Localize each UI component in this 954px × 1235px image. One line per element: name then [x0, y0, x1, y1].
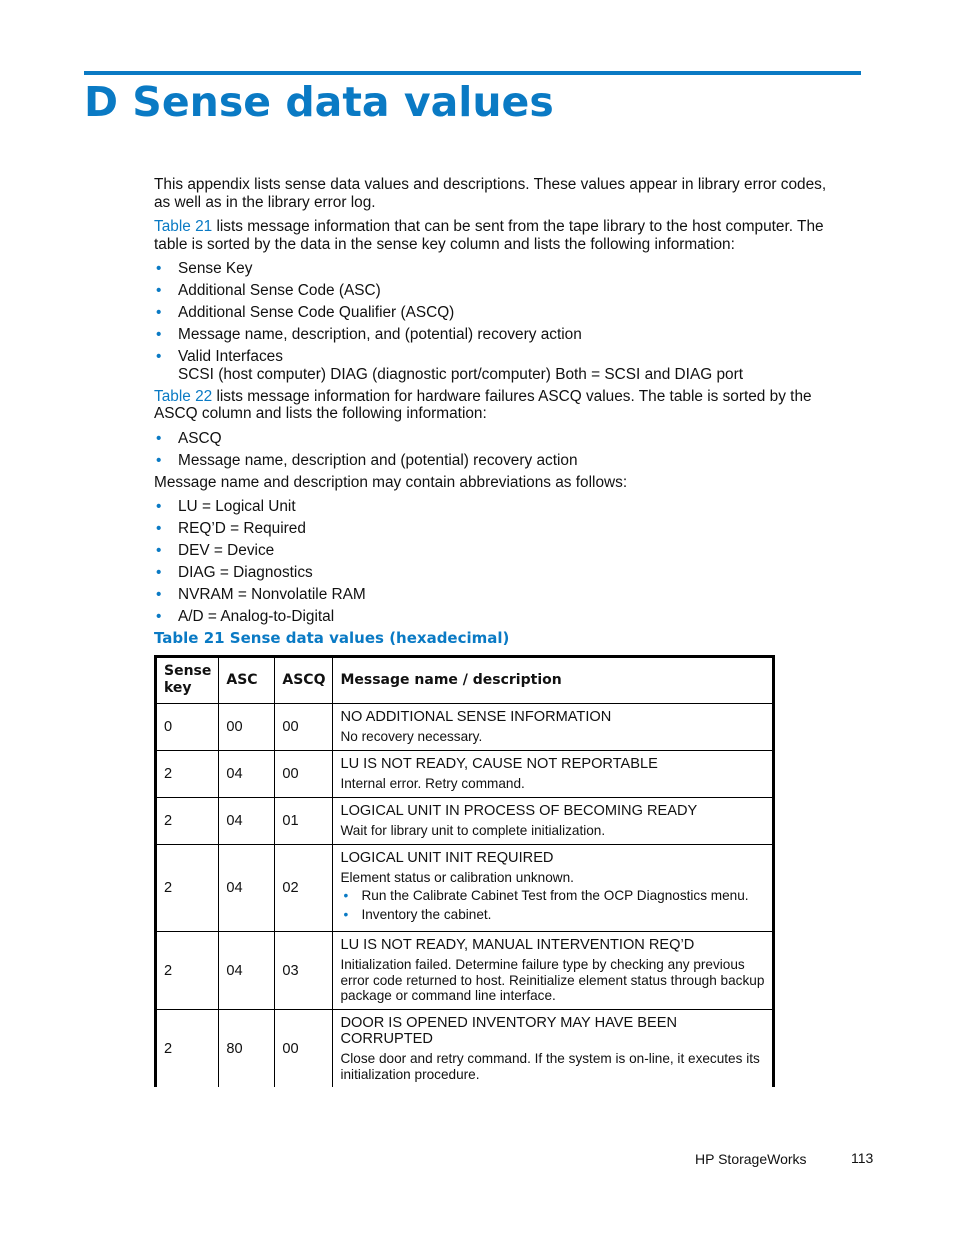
table22-paragraph-text: lists message information for hardware failures ASCQ values. The table is sorted by the ASCQ column and lists the following information: — [154, 387, 812, 422]
cell-ascq: 01 — [275, 797, 333, 844]
page-number: 113 — [851, 1150, 874, 1166]
list-item-text: Message name, description and (potential) recovery action — [178, 451, 578, 469]
bullet-icon: • — [156, 542, 162, 559]
valid-interfaces-detail: SCSI (host computer) DIAG (diagnostic port/computer) Both = SCSI and DIAG port — [178, 365, 743, 383]
recovery-steps-list — [340, 888, 765, 922]
list-item — [154, 260, 844, 278]
bullet-icon: • — [156, 429, 162, 447]
bullet-icon: • — [156, 348, 162, 365]
cell-sense-key: 2 — [156, 844, 219, 932]
page-title: D Sense data values — [84, 78, 554, 126]
footer-product: HP StorageWorks — [695, 1151, 807, 1167]
title-rule — [84, 71, 861, 75]
cell-message — [333, 750, 774, 797]
list-item — [154, 282, 844, 300]
table-21-link[interactable]: Table 21 — [154, 218, 213, 235]
sense-data-table — [154, 655, 775, 1088]
message-description: Close door and retry command. If the system is on-line, it executes its initialization procedure. — [340, 1051, 760, 1082]
table22-info-list — [154, 430, 844, 470]
message-description: Initialization failed. Determine failure type by checking any previous error code returned to host. Reinitialize element status through backup package or command line interface. — [340, 957, 765, 1003]
list-item — [154, 498, 844, 516]
cell-sense-key: 0 — [156, 703, 219, 750]
table-row — [156, 844, 774, 932]
cell-ascq: 00 — [275, 750, 333, 797]
list-item — [154, 542, 844, 560]
list-item — [154, 304, 844, 322]
list-item — [154, 586, 844, 604]
bullet-icon: • — [156, 326, 162, 343]
bullet-icon: • — [343, 888, 349, 903]
cell-ascq: 03 — [275, 932, 333, 1010]
table21-info-list — [154, 260, 844, 383]
bullet-icon: • — [156, 608, 162, 625]
message-name: DOOR IS OPENED INVENTORY MAY HAVE BEEN CORRUPTED — [340, 1015, 678, 1047]
column-header-asc: ASC — [219, 656, 275, 703]
list-item-text: Message name, description, and (potential) recovery action — [178, 326, 582, 343]
message-name: LU IS NOT READY, CAUSE NOT REPORTABLE — [340, 755, 658, 772]
list-item-text: Inventory the cabinet. — [361, 907, 492, 922]
list-item-text: Sense Key — [178, 260, 253, 277]
message-name: LU IS NOT READY, MANUAL INTERVENTION REQ’D — [340, 937, 695, 953]
cell-asc: 04 — [219, 844, 275, 932]
table-row — [156, 703, 774, 750]
cell-sense-key: 2 — [156, 932, 219, 1010]
list-item-text: Additional Sense Code (ASC) — [178, 282, 381, 299]
cell-ascq: 00 — [275, 703, 333, 750]
cell-sense-key: 2 — [156, 1010, 219, 1088]
bullet-icon: • — [156, 498, 162, 515]
bullet-icon: • — [156, 304, 162, 321]
column-header-message: Message name / description — [333, 656, 774, 703]
table-row — [156, 932, 774, 1010]
list-item — [154, 564, 844, 582]
list-item — [154, 326, 844, 344]
list-item-text: Run the Calibrate Cabinet Test from the OCP Diagnostics menu. — [361, 888, 749, 903]
header-text: key — [164, 680, 192, 696]
cell-message — [333, 1010, 774, 1088]
bullet-icon: • — [156, 451, 162, 469]
list-item-text: DIAG = Diagnostics — [178, 564, 313, 581]
header-text: Sense — [164, 663, 212, 679]
main-content — [154, 176, 844, 1087]
table21-paragraph — [154, 218, 844, 253]
message-name: LOGICAL UNIT IN PROCESS OF BECOMING READY — [340, 802, 698, 819]
cell-ascq: 00 — [275, 1010, 333, 1088]
table-row — [156, 797, 774, 844]
message-name: NO ADDITIONAL SENSE INFORMATION — [340, 708, 612, 725]
bullet-icon: • — [343, 907, 349, 922]
cell-message — [333, 932, 774, 1010]
message-description: Internal error. Retry command. — [340, 775, 525, 791]
cell-asc: 00 — [219, 703, 275, 750]
table21-paragraph-text: lists message information that can be sent from the tape library to the host computer. The table is sorted by the data in the sense key column and lists the following information: — [154, 218, 824, 253]
list-item — [154, 608, 844, 626]
column-header-ascq: ASCQ — [275, 656, 333, 703]
list-item-text: A/D = Analog-to-Digital — [178, 608, 335, 625]
list-item-text: REQ’D = Required — [178, 520, 306, 537]
cell-asc: 80 — [219, 1010, 275, 1088]
list-item-text: ASCQ — [178, 429, 222, 447]
cell-asc: 04 — [219, 932, 275, 1010]
table-row — [156, 750, 774, 797]
bullet-icon: • — [156, 260, 162, 277]
abbreviations-paragraph: Message name and description may contain abbreviations as follows: — [154, 473, 628, 491]
column-header-sense-key — [156, 656, 219, 703]
cell-asc: 04 — [219, 750, 275, 797]
abbreviations-list — [154, 498, 844, 626]
list-item — [154, 452, 844, 470]
message-name: LOGICAL UNIT INIT REQUIRED — [340, 849, 554, 866]
cell-message — [333, 797, 774, 844]
cell-sense-key: 2 — [156, 750, 219, 797]
list-item — [154, 348, 844, 383]
list-item-text: NVRAM = Nonvolatile RAM — [178, 586, 366, 603]
message-description: Element status or calibration unknown. — [340, 869, 574, 885]
table-row — [156, 1010, 774, 1088]
message-description: No recovery necessary. — [340, 728, 483, 744]
list-item-text: LU = Logical Unit — [178, 498, 296, 515]
cell-ascq: 02 — [275, 844, 333, 932]
table-caption: Table 21 Sense data values (hexadecimal) — [154, 629, 510, 647]
cell-message — [333, 703, 774, 750]
message-description: Wait for library unit to complete initialization. — [340, 822, 606, 838]
bullet-icon: • — [156, 520, 162, 537]
list-item — [340, 907, 765, 922]
list-item — [154, 430, 844, 448]
table22-paragraph — [154, 388, 844, 423]
table-header-row — [156, 656, 774, 703]
cell-sense-key: 2 — [156, 797, 219, 844]
table-22-link[interactable]: Table 22 — [154, 387, 213, 405]
list-item-text: DEV = Device — [178, 542, 275, 559]
list-item — [154, 520, 844, 538]
list-item — [340, 888, 765, 903]
bullet-icon: • — [156, 282, 162, 299]
bullet-icon: • — [156, 564, 162, 581]
list-item-text: Valid Interfaces — [178, 348, 283, 365]
cell-message — [333, 844, 774, 932]
intro-paragraph: This appendix lists sense data values and descriptions. These values appear in library error codes, as well as in the library error log. — [154, 176, 827, 211]
bullet-icon: • — [156, 586, 162, 603]
list-item-text: Additional Sense Code Qualifier (ASCQ) — [178, 304, 455, 321]
cell-asc: 04 — [219, 797, 275, 844]
